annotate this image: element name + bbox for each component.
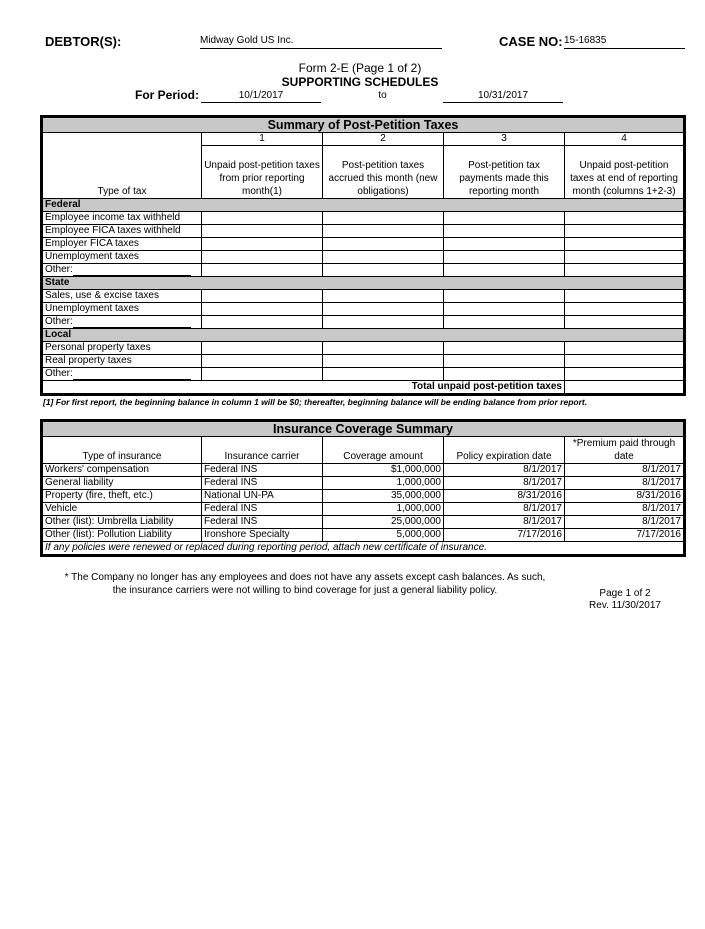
footer-note-line2: the insurance carriers were not willing to bind coverage for just a general liability policy. [112, 585, 498, 596]
premium-paid-through: 8/31/2016 [565, 490, 685, 503]
tax-amount-cell[interactable] [444, 315, 565, 328]
premium-paid-through: 8/1/2017 [565, 503, 685, 516]
table-row [42, 263, 685, 276]
table-row [42, 237, 685, 250]
period-from: 10/1/2017 [201, 90, 321, 103]
table-row [42, 490, 685, 503]
col-header: Post-petition tax payments made this reporting month [444, 146, 565, 199]
col-header: Unpaid post-petition taxes at end of reporting month (columns 1+2-3) [565, 146, 685, 199]
table-row [42, 503, 685, 516]
insurance-type: Other (list): Umbrella Liability [42, 516, 202, 529]
tax-amount-cell[interactable] [565, 211, 685, 224]
type-of-tax-header: Type of tax [42, 146, 202, 199]
tax-amount-cell[interactable] [202, 367, 323, 380]
insurance-type: Workers' compensation [42, 464, 202, 477]
insurance-type: Vehicle [42, 503, 202, 516]
post-petition-taxes-table [40, 115, 686, 396]
coverage-amount: $1,000,000 [323, 464, 444, 477]
tax-type-label [42, 367, 202, 380]
case-number: 15-16835 [564, 35, 685, 49]
other-blank-line[interactable] [73, 369, 191, 380]
col-number: 2 [323, 133, 444, 146]
insurance-type: Property (fire, theft, etc.) [42, 490, 202, 503]
coverage-amount: 1,000,000 [323, 477, 444, 490]
tax-type-label [42, 315, 202, 328]
table-row [42, 341, 685, 354]
tax-type-label [42, 302, 202, 315]
insurance-carrier: National UN-PA [202, 490, 323, 503]
tax-amount-cell[interactable] [202, 354, 323, 367]
insurance-carrier: Ironshore Specialty [202, 529, 323, 542]
tax-type-label [42, 211, 202, 224]
tax-amount-cell[interactable] [565, 263, 685, 276]
insurance-carrier: Federal INS [202, 503, 323, 516]
tax-amount-cell[interactable] [323, 341, 444, 354]
footer-note-line1: * The Company no longer has any employees and does not have any assets except cash balances. As such, [64, 572, 546, 583]
table-row [42, 354, 685, 367]
premium-paid-through: 8/1/2017 [565, 464, 685, 477]
policy-expiration: 7/17/2016 [444, 529, 565, 542]
tax-type-label [42, 224, 202, 237]
form-subtitle: SUPPORTING SCHEDULES [281, 75, 439, 89]
tax-amount-cell[interactable] [323, 315, 444, 328]
tax-amount-cell[interactable] [323, 367, 444, 380]
tax-amount-cell[interactable] [323, 263, 444, 276]
policy-expiration: 8/1/2017 [444, 464, 565, 477]
tax-amount-cell[interactable] [565, 354, 685, 367]
taxes-footnote: [1] For first report, the beginning balance in column 1 will be $0; thereafter, beginning balance will be ending balance from prior report. [43, 397, 588, 407]
tax-type-label [42, 237, 202, 250]
tax-section-row [42, 198, 685, 211]
tax-type-text: Other: [45, 263, 73, 275]
tax-amount-cell[interactable] [565, 224, 685, 237]
taxes-title: Summary of Post-Petition Taxes [42, 117, 685, 133]
premium-paid-through: 8/1/2017 [565, 477, 685, 490]
tax-amount-cell[interactable] [202, 237, 323, 250]
tax-type-text: Employer FICA taxes [45, 237, 139, 249]
coverage-amount: 5,000,000 [323, 529, 444, 542]
debtor-name: Midway Gold US Inc. [200, 35, 442, 49]
ins-header: *Premium paid through date [565, 437, 685, 464]
tax-amount-cell[interactable] [565, 237, 685, 250]
form-title: Form 2-E (Page 1 of 2) [298, 61, 422, 75]
tax-amount-cell[interactable] [202, 289, 323, 302]
tax-type-text: Personal property taxes [45, 341, 151, 353]
insurance-type: General liability [42, 477, 202, 490]
table-row [42, 250, 685, 263]
insurance-title: Insurance Coverage Summary [42, 421, 685, 437]
tax-amount-cell[interactable] [323, 250, 444, 263]
ins-header: Coverage amount [323, 437, 444, 464]
table-row [42, 464, 685, 477]
insurance-type: Other (list): Pollution Liability [42, 529, 202, 542]
tax-amount-cell[interactable] [444, 354, 565, 367]
ins-header: Type of insurance [42, 437, 202, 464]
tax-amount-cell[interactable] [202, 341, 323, 354]
insurance-carrier: Federal INS [202, 477, 323, 490]
period-to-label: to [378, 90, 387, 101]
tax-section-federal: Federal [42, 198, 685, 211]
col-header: Post-petition taxes accrued this month (new obligations) [323, 146, 444, 199]
other-blank-line[interactable] [73, 317, 191, 328]
total-label: Total unpaid post-petition taxes [42, 380, 565, 394]
tax-amount-cell[interactable] [323, 237, 444, 250]
tax-amount-cell[interactable] [202, 302, 323, 315]
tax-amount-cell[interactable] [565, 341, 685, 354]
tax-amount-cell[interactable] [444, 211, 565, 224]
tax-amount-cell[interactable] [444, 289, 565, 302]
tax-amount-cell[interactable] [202, 250, 323, 263]
tax-type-text: Employee income tax withheld [45, 211, 181, 223]
coverage-amount: 35,000,000 [323, 490, 444, 503]
tax-amount-cell[interactable] [323, 302, 444, 315]
tax-type-text: Unemployment taxes [45, 250, 139, 262]
insurance-note-row [42, 542, 685, 556]
table-row [42, 224, 685, 237]
tax-section-row [42, 328, 685, 341]
tax-amount-cell[interactable] [565, 367, 685, 380]
tax-amount-cell[interactable] [444, 341, 565, 354]
tax-amount-cell[interactable] [565, 250, 685, 263]
tax-amount-cell[interactable] [444, 250, 565, 263]
insurance-carrier: Federal INS [202, 464, 323, 477]
insurance-table [40, 419, 686, 557]
tax-section-row [42, 276, 685, 289]
debtor-label: DEBTOR(S): [45, 34, 122, 49]
tax-type-label [42, 289, 202, 302]
table-row [42, 289, 685, 302]
tax-amount-cell[interactable] [202, 315, 323, 328]
period-label: For Period: [135, 88, 200, 102]
tax-type-text: Other: [45, 315, 73, 327]
tax-amount-cell[interactable] [323, 289, 444, 302]
tax-section-local: Local [42, 328, 685, 341]
page-number: Page 1 of 2 [599, 588, 651, 599]
premium-paid-through: 8/1/2017 [565, 516, 685, 529]
ins-header: Policy expiration date [444, 437, 565, 464]
tax-amount-cell[interactable] [323, 354, 444, 367]
tax-type-text: Unemployment taxes [45, 302, 139, 314]
total-row [42, 380, 685, 394]
col-header: Unpaid post-petition taxes from prior reporting month(1) [202, 146, 323, 199]
other-blank-line[interactable] [73, 265, 191, 276]
tax-type-text: Employee FICA taxes withheld [45, 224, 181, 236]
tax-type-label [42, 263, 202, 276]
tax-amount-cell[interactable] [323, 211, 444, 224]
premium-paid-through: 7/17/2016 [565, 529, 685, 542]
col-number: 4 [565, 133, 685, 146]
total-amount-cell[interactable] [565, 380, 685, 394]
policy-expiration: 8/1/2017 [444, 503, 565, 516]
tax-amount-cell[interactable] [565, 315, 685, 328]
tax-amount-cell[interactable] [323, 224, 444, 237]
tax-amount-cell[interactable] [444, 367, 565, 380]
footer-note [40, 571, 570, 597]
tax-type-text: Real property taxes [45, 354, 132, 366]
case-label: CASE NO: [499, 34, 563, 49]
tax-amount-cell[interactable] [202, 211, 323, 224]
table-row [42, 211, 685, 224]
table-row [42, 516, 685, 529]
tax-type-label [42, 354, 202, 367]
tax-amount-cell[interactable] [444, 263, 565, 276]
policy-expiration: 8/1/2017 [444, 477, 565, 490]
tax-amount-cell[interactable] [565, 289, 685, 302]
revision-date: Rev. 11/30/2017 [589, 600, 661, 611]
tax-amount-cell[interactable] [202, 263, 323, 276]
tax-section-state: State [42, 276, 685, 289]
table-row [42, 315, 685, 328]
table-row [42, 529, 685, 542]
insurance-note: If any policies were renewed or replaced during reporting period, attach new certificate of insurance. [42, 542, 685, 556]
tax-amount-cell[interactable] [565, 302, 685, 315]
tax-type-text: Sales, use & excise taxes [45, 289, 159, 301]
ins-header: Insurance carrier [202, 437, 323, 464]
col-number: 3 [444, 133, 565, 146]
table-row [42, 302, 685, 315]
tax-amount-cell[interactable] [444, 302, 565, 315]
coverage-amount: 1,000,000 [323, 503, 444, 516]
tax-amount-cell[interactable] [444, 237, 565, 250]
tax-type-label [42, 250, 202, 263]
coverage-amount: 25,000,000 [323, 516, 444, 529]
table-row [42, 367, 685, 380]
insurance-carrier: Federal INS [202, 516, 323, 529]
policy-expiration: 8/31/2016 [444, 490, 565, 503]
table-row [42, 477, 685, 490]
tax-amount-cell[interactable] [202, 224, 323, 237]
tax-type-label [42, 341, 202, 354]
period-to: 10/31/2017 [443, 90, 563, 103]
policy-expiration: 8/1/2017 [444, 516, 565, 529]
col-number: 1 [202, 133, 323, 146]
tax-type-text: Other: [45, 367, 73, 379]
tax-amount-cell[interactable] [444, 224, 565, 237]
